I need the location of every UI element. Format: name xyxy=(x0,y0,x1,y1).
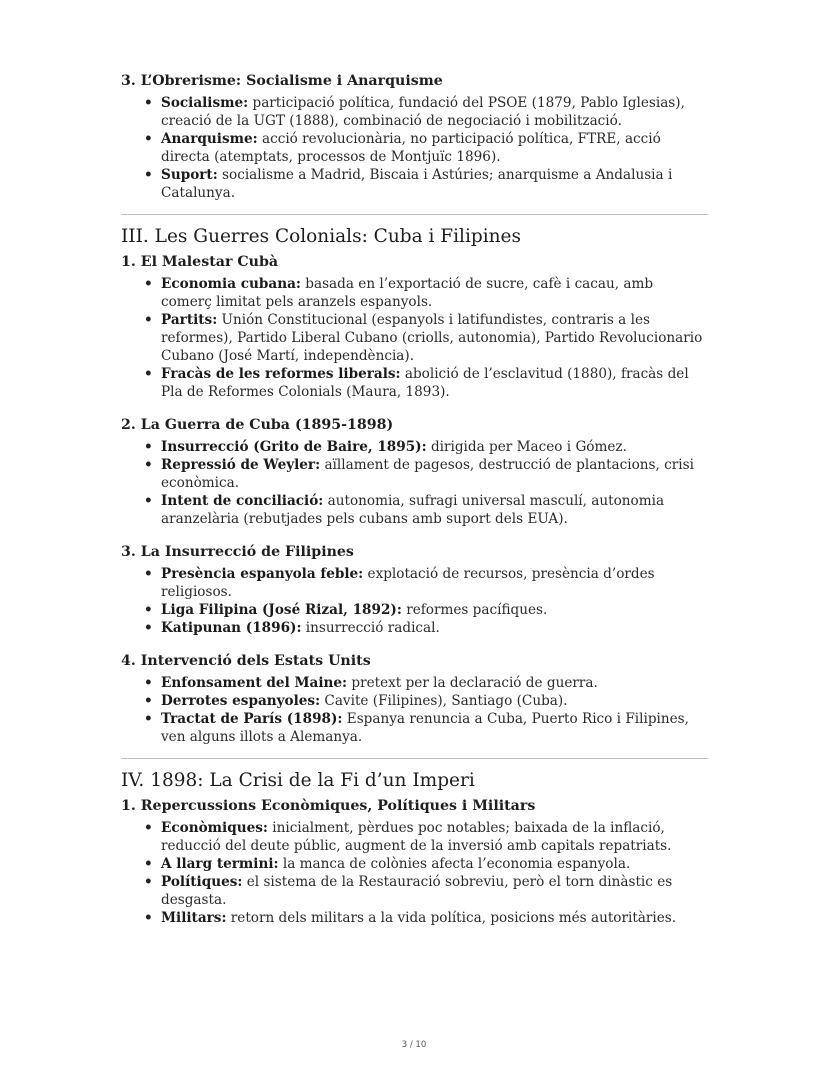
item-term: Intent de conciliació: xyxy=(161,493,324,509)
item-text: reformes pacífiques. xyxy=(401,602,548,618)
item-term: Derrotes espanyoles: xyxy=(161,693,321,709)
list-item xyxy=(161,365,708,401)
bullet-list xyxy=(121,94,708,202)
section-divider xyxy=(121,758,708,759)
item-text: inicialment, pèrdues poc notables; baixada de la inflació, reducció del deute públic, augment de la inversió amb capitals repatriats. xyxy=(161,820,672,854)
list-item xyxy=(161,873,708,909)
item-text: explotació de recursos, presència d’ordes religiosos. xyxy=(161,566,655,600)
item-term: Militars: xyxy=(161,910,227,926)
list-item xyxy=(161,456,708,492)
section-title: III. Les Guerres Colonials: Cuba i Filipines xyxy=(121,226,521,247)
item-text: insurrecció radical. xyxy=(301,620,440,636)
item-term: Katipunan (1896): xyxy=(161,620,302,636)
subsection-title: 1. El Malestar Cubà xyxy=(121,254,279,270)
item-text: la manca de colònies afecta l’economia espanyola. xyxy=(278,856,631,872)
item-text: abolició de l’esclavitud (1880), fracàs del Pla de Reformes Colonials (Maura, 1893). xyxy=(161,366,689,400)
item-text: Espanya renuncia a Cuba, Puerto Rico i Filipines, ven alguns illots a Alemanya. xyxy=(161,711,689,745)
list-item xyxy=(161,619,708,637)
item-term: Partits: xyxy=(161,312,218,328)
item-term: Tractat de París (1898): xyxy=(161,711,343,727)
list-item xyxy=(161,438,708,456)
bullet-list xyxy=(121,438,708,528)
section-crisi-1898 xyxy=(121,769,708,927)
list-item xyxy=(161,909,708,927)
list-item xyxy=(161,130,708,166)
list-item xyxy=(161,601,708,619)
section-divider xyxy=(121,214,708,215)
section-obrerisme xyxy=(121,72,708,202)
list-item xyxy=(161,94,708,130)
item-text: autonomia, sufragi universal masculí, autonomia aranzelària (rebutjades pels cubans amb suport dels EUA). xyxy=(161,493,665,527)
bullet-list xyxy=(121,275,708,401)
bullet-list xyxy=(121,674,708,746)
item-term: Repressió de Weyler: xyxy=(161,457,321,473)
item-text: retorn dels militars a la vida política, posicions més autoritàries. xyxy=(226,910,677,926)
item-text: Cavite (Filipines), Santiago (Cuba). xyxy=(320,693,568,709)
item-text: el sistema de la Restauració sobreviu, però el torn dinàstic es desgasta. xyxy=(161,874,673,908)
item-term: Suport: xyxy=(161,167,218,183)
document-page xyxy=(121,72,708,927)
item-term: Socialisme: xyxy=(161,95,249,111)
item-text: participació política, fundació del PSOE (1879, Pablo Iglesias), creació de la UGT (1888), combinació de negociació i mobilització. xyxy=(161,95,685,129)
list-item xyxy=(161,819,708,855)
subsection-title: 4. Intervenció dels Estats Units xyxy=(121,653,371,669)
subsection-title: 3. L’Obrerisme: Socialisme i Anarquisme xyxy=(121,73,443,89)
subsection-title: 1. Repercussions Econòmiques, Polítiques i Militars xyxy=(121,798,536,814)
list-item xyxy=(161,166,708,202)
list-item xyxy=(161,855,708,873)
item-term: Presència espanyola feble: xyxy=(161,566,364,582)
item-text: basada en l’exportació de sucre, cafè i cacau, amb comerç limitat pels aranzels espanyols. xyxy=(161,276,654,310)
item-text: aïllament de pagesos, destrucció de plantacions, crisi econòmica. xyxy=(161,457,694,491)
item-term: Econòmiques: xyxy=(161,820,268,836)
item-text: Unión Constitucional (espanyols i latifundistes, contraris a les reformes), Partido Liberal Cubano (criolls, autonomia), Partido Revolucionario Cubano (José Martí, independència). xyxy=(161,312,703,364)
subsection-title: 3. La Insurrecció de Filipines xyxy=(121,544,354,560)
item-text: dirigida per Maceo i Gómez. xyxy=(426,439,627,455)
item-term: Fracàs de les reformes liberals: xyxy=(161,366,401,382)
bullet-list xyxy=(121,819,708,927)
list-item xyxy=(161,674,708,692)
list-item xyxy=(161,710,708,746)
list-item xyxy=(161,311,708,365)
item-term: A llarg termini: xyxy=(161,856,279,872)
item-text: acció revolucionària, no participació política, FTRE, acció directa (atemptats, processos de Montjuïc 1896). xyxy=(161,131,661,165)
list-item xyxy=(161,275,708,311)
section-title: IV. 1898: La Crisi de la Fi d’un Imperi xyxy=(121,770,475,791)
page-number: 3 / 10 xyxy=(401,1040,427,1050)
list-item xyxy=(161,565,708,601)
section-guerres-colonials xyxy=(121,225,708,746)
subsection-title: 2. La Guerra de Cuba (1895-1898) xyxy=(121,417,394,433)
item-term: Polítiques: xyxy=(161,874,243,890)
list-item xyxy=(161,692,708,710)
list-item xyxy=(161,492,708,528)
item-text: pretext per la declaració de guerra. xyxy=(347,675,598,691)
item-term: Anarquisme: xyxy=(161,131,258,147)
bullet-list xyxy=(121,565,708,637)
item-term: Economia cubana: xyxy=(161,276,301,292)
item-term: Enfonsament del Maine: xyxy=(161,675,348,691)
item-term: Insurrecció (Grito de Baire, 1895): xyxy=(161,439,427,455)
item-text: socialisme a Madrid, Biscaia i Astúries; anarquisme a Andalusia i Catalunya. xyxy=(161,167,673,201)
item-term: Liga Filipina (José Rizal, 1892): xyxy=(161,602,402,618)
